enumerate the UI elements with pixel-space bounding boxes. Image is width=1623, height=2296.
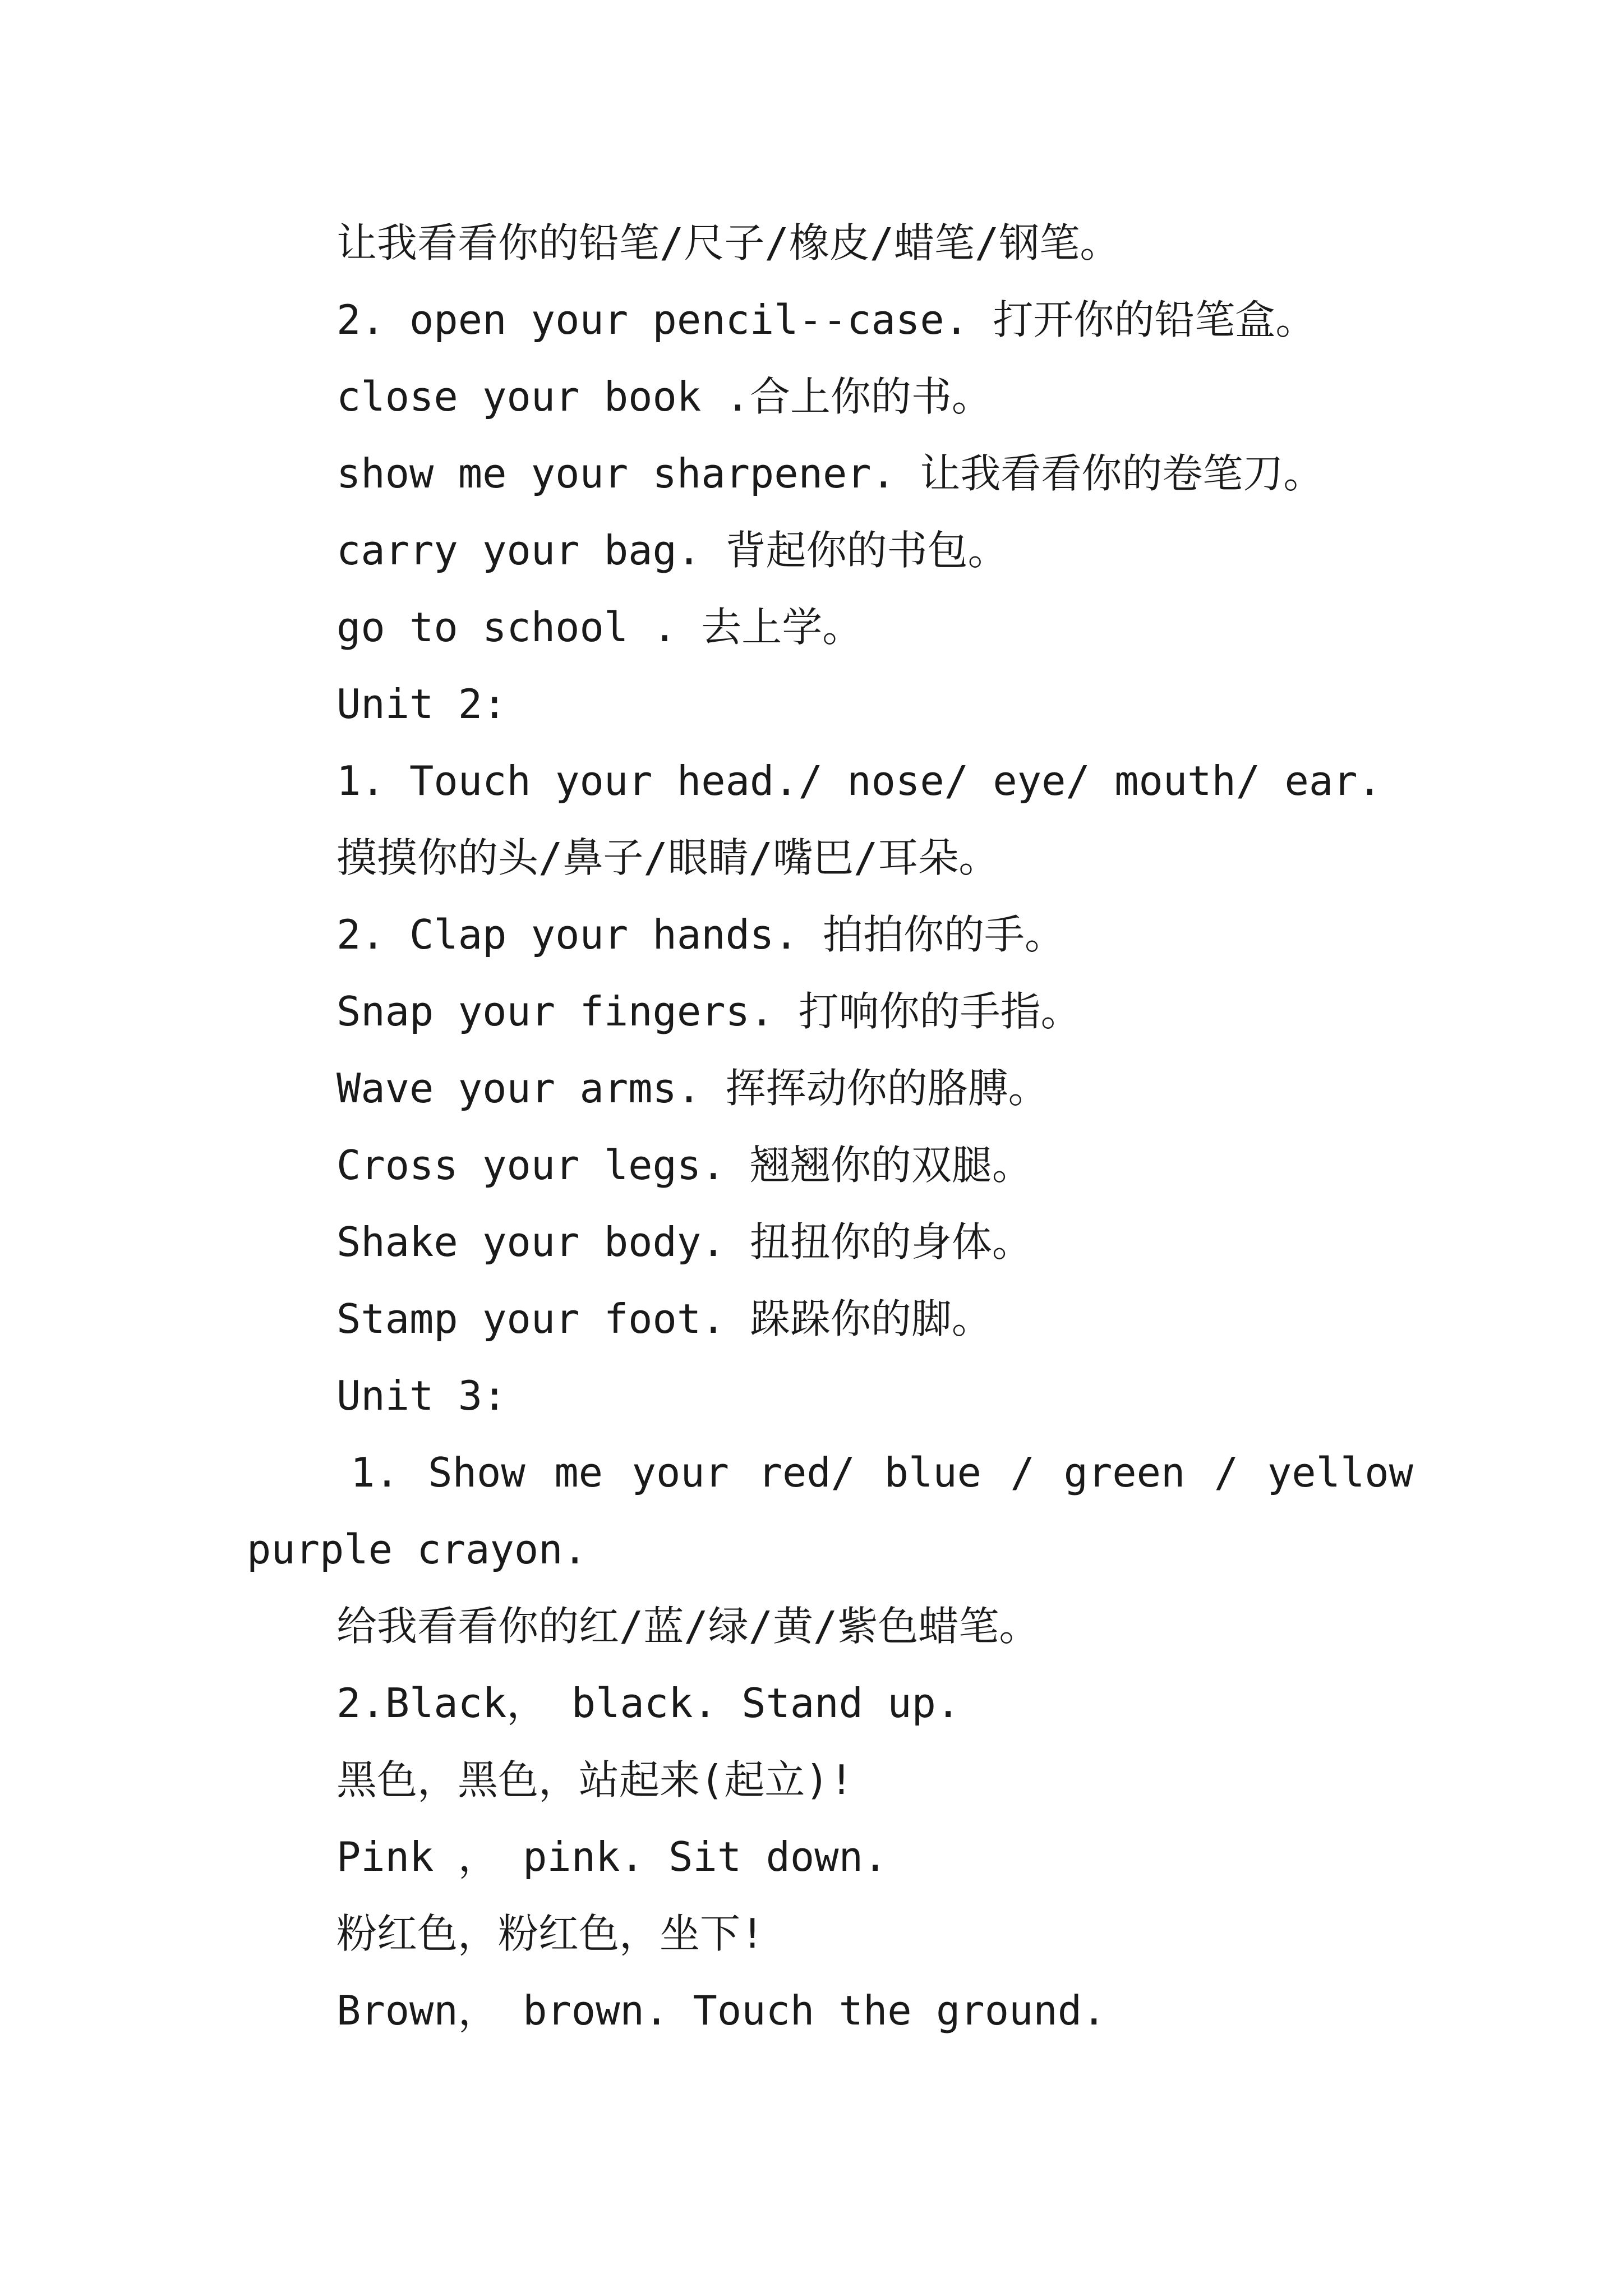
text-line: 1. Show me your red/ blue / green / yellow (351, 1449, 1413, 1496)
text-line: 让我看看你的铅笔/尺子/橡皮/蜡笔/钢笔。 (336, 219, 1121, 266)
text-line: 粉红色，粉红色，坐下! (336, 1910, 765, 1957)
text-line-continuation: purple crayon. (247, 1526, 587, 1573)
text-line: Stamp your foot. 跺跺你的脚。 (336, 1295, 992, 1342)
text-line: 给我看看你的红/蓝/绿/黄/紫色蜡笔。 (336, 1603, 1040, 1650)
text-line: carry your bag. 背起你的书包。 (336, 527, 1008, 574)
text-line: 黑色，黑色，站起来(起立)! (336, 1756, 854, 1803)
section-heading-unit-3: Unit 3: (336, 1372, 507, 1419)
text-line: 摸摸你的头/鼻子/眼睛/嘴巴/耳朵。 (336, 834, 999, 881)
text-line: show me your sharpener. 让我看看你的卷笔刀。 (336, 450, 1324, 497)
text-line: Shake your body. 扭扭你的身体。 (336, 1218, 1032, 1266)
text-line: 1. Touch your head./ nose/ eye/ mouth/ ear. (336, 757, 1382, 804)
text-line: close your book .合上你的书。 (336, 373, 992, 420)
text-line: 2. open your pencil--case. 打开你的铅笔盒。 (336, 296, 1316, 343)
text-line: Wave your arms. 挥挥动你的胳膊。 (336, 1065, 1049, 1112)
text-line: Pink ， pink. Sit down. (336, 1833, 888, 1880)
text-line: 2.Black， black. Stand up. (336, 1680, 961, 1727)
section-heading-unit-2: Unit 2: (336, 680, 507, 728)
text-line: go to school . 去上学。 (336, 604, 863, 651)
document-body (247, 205, 1413, 2049)
text-line: Cross your legs. 翘翘你的双腿。 (336, 1142, 1032, 1189)
text-line: Snap your fingers. 打响你的手指。 (336, 988, 1081, 1035)
text-line: 2. Clap your hands. 拍拍你的手。 (336, 911, 1065, 958)
text-line: Brown， brown. Touch the ground. (336, 1987, 1106, 2034)
